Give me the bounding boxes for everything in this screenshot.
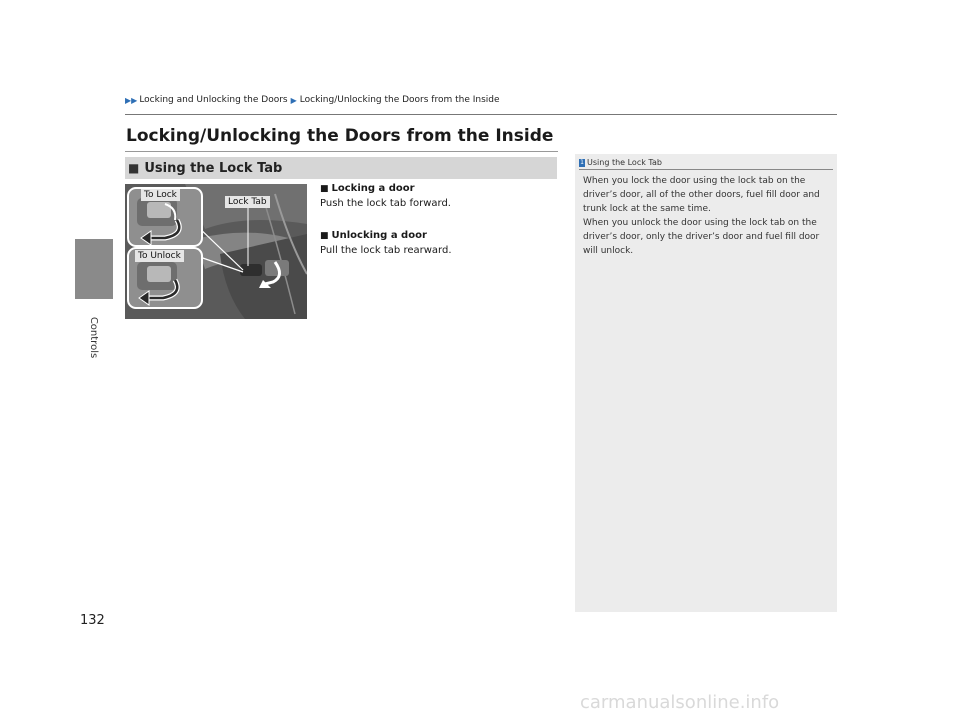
unlocking-heading [320,230,452,241]
title-divider [125,151,558,152]
note-divider [579,169,833,170]
breadcrumb [125,95,500,105]
locking-marker-icon: ■ [320,184,329,194]
locking-text: Push the lock tab forward. [320,198,451,209]
watermark: carmanualsonline.info [580,692,780,713]
unlocking-heading-text: Unlocking a door [331,230,427,241]
page-number: 132 [80,613,105,628]
locking-heading [320,183,451,194]
header-divider [125,114,837,115]
breadcrumb-separator-icon: ▶ [290,95,297,105]
breadcrumb-item-locking[interactable]: Locking and Unlocking the Doors [139,95,288,105]
to-unlock-label: To Unlock [135,250,184,262]
locking-heading-text: Locking a door [331,183,415,194]
section-header [125,157,557,179]
locking-instruction [320,183,451,209]
note-paragraph: When you lock the door using the lock tab on the driver’s door, all of the other doors, fuel fill door and trunk lock at the same time. [583,176,820,214]
section-title: Using the Lock Tab [144,160,283,176]
chapter-tab [75,239,113,299]
lock-tab-label: Lock Tab [225,196,270,208]
note-paragraph: When you unlock the door using the lock tab on the driver’s door, only the driver’s door and fuel fill door will unlock. [583,218,820,256]
unlocking-instruction [320,230,452,256]
note-header [579,158,662,167]
note-title: Using the Lock Tab [587,158,662,167]
unlocking-text: Pull the lock tab rearward. [320,245,452,256]
unlocking-marker-icon: ■ [320,231,329,241]
note-number-badge: 1 [580,158,584,166]
chapter-label-text: Controls [88,316,100,358]
page-title: Locking/Unlocking the Doors from the Inside [126,126,554,146]
section-marker-icon: ■ [128,161,140,175]
lock-tab-illustration [125,184,307,319]
breadcrumb-arrow-icon: ▶▶ [125,95,138,105]
chapter-label [76,302,112,372]
to-lock-label: To Lock [141,189,180,201]
note-panel [575,154,837,612]
breadcrumb-item-inside[interactable]: Locking/Unlocking the Doors from the Inside [299,95,500,105]
note-body [583,174,831,258]
